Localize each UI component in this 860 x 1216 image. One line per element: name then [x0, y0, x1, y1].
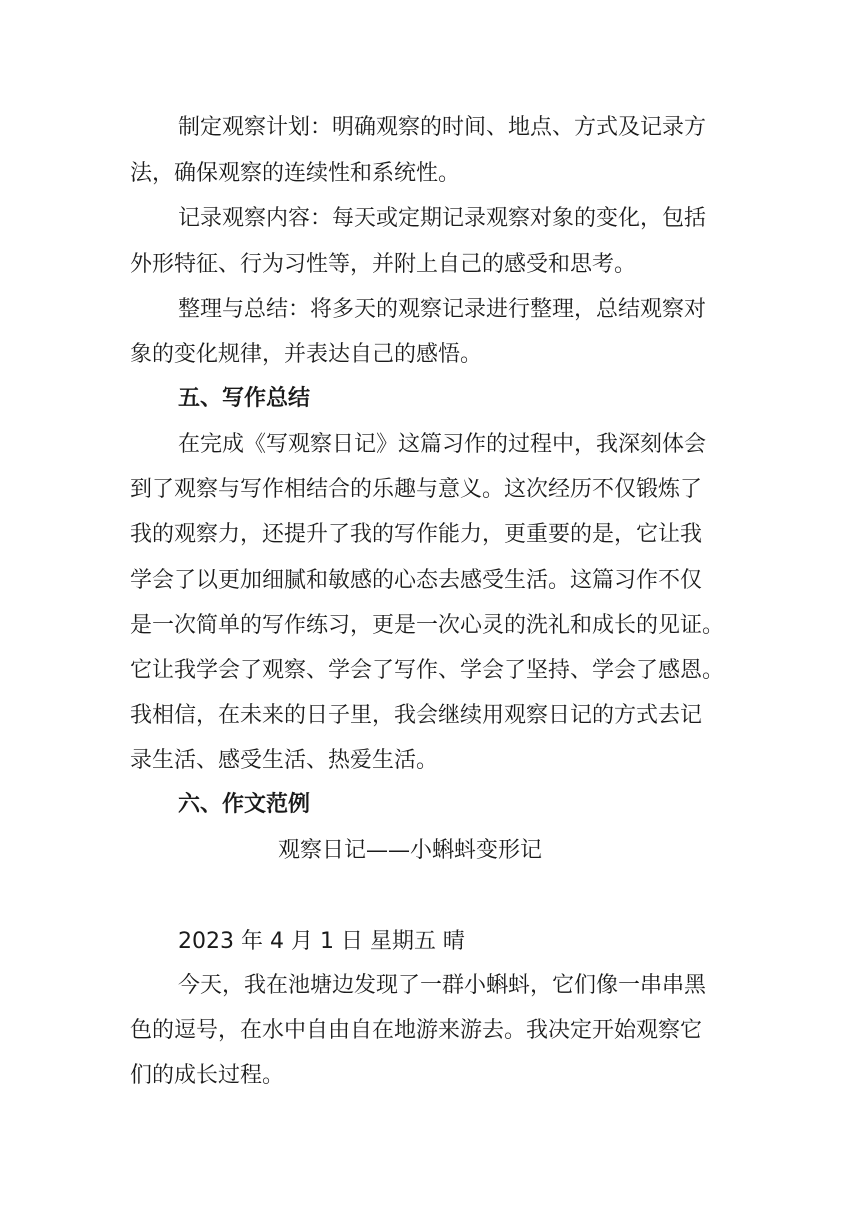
paragraph-record-line-1: 记录观察内容：每天或定期记录观察对象的变化，包括 — [178, 206, 707, 231]
diary-entry-line-1: 今天，我在池塘边发现了一群小蝌蚪，它们像一串串黑 — [178, 973, 707, 998]
paragraph-summary-line-1: 整理与总结：将多天的观察记录进行整理，总结观察对 — [178, 297, 707, 322]
paragraph-record-line-2: 外形特征、行为习性等，并附上自己的感受和思考。 — [130, 252, 637, 277]
example-essay-title: 观察日记——小蝌蚪变形记 — [277, 838, 542, 863]
paragraph-reflection-line-1: 在完成《写观察日记》这篇习作的过程中，我深刻体会 — [178, 432, 707, 457]
paragraph-reflection-line-6: 它让我学会了观察、学会了写作、学会了坚持、学会了感恩。 — [130, 658, 725, 683]
paragraph-reflection-line-7: 我相信，在未来的日子里，我会继续用观察日记的方式去记 — [130, 703, 703, 728]
paragraph-summary-line-2: 象的变化规律，并表达自己的感悟。 — [130, 342, 483, 367]
section-heading-writing-summary: 五、写作总结 — [178, 386, 311, 411]
paragraph-plan-line-1: 制定观察计划：明确观察的时间、地点、方式及记录方 — [178, 115, 707, 140]
diary-date-line: 2023 年 4 月 1 日 星期五 晴 — [178, 929, 465, 954]
paragraph-plan-line-2: 法，确保观察的连续性和系统性。 — [130, 161, 461, 186]
paragraph-reflection-line-4: 学会了以更加细腻和敏感的心态去感受生活。这篇习作不仅 — [130, 568, 703, 593]
diary-entry-line-2: 色的逗号，在水中自由自在地游来游去。我决定开始观察它 — [130, 1018, 703, 1043]
diary-entry-line-3: 们的成长过程。 — [130, 1063, 285, 1088]
section-heading-example-essay: 六、作文范例 — [178, 792, 311, 817]
paragraph-reflection-line-5: 是一次简单的写作练习，更是一次心灵的洗礼和成长的见证。 — [130, 613, 725, 638]
paragraph-reflection-line-8: 录生活、感受生活、热爱生活。 — [130, 748, 439, 773]
paragraph-reflection-line-2: 到了观察与写作相结合的乐趣与意义。这次经历不仅锻炼了 — [130, 477, 703, 502]
paragraph-reflection-line-3: 我的观察力，还提升了我的写作能力，更重要的是，它让我 — [130, 522, 703, 547]
